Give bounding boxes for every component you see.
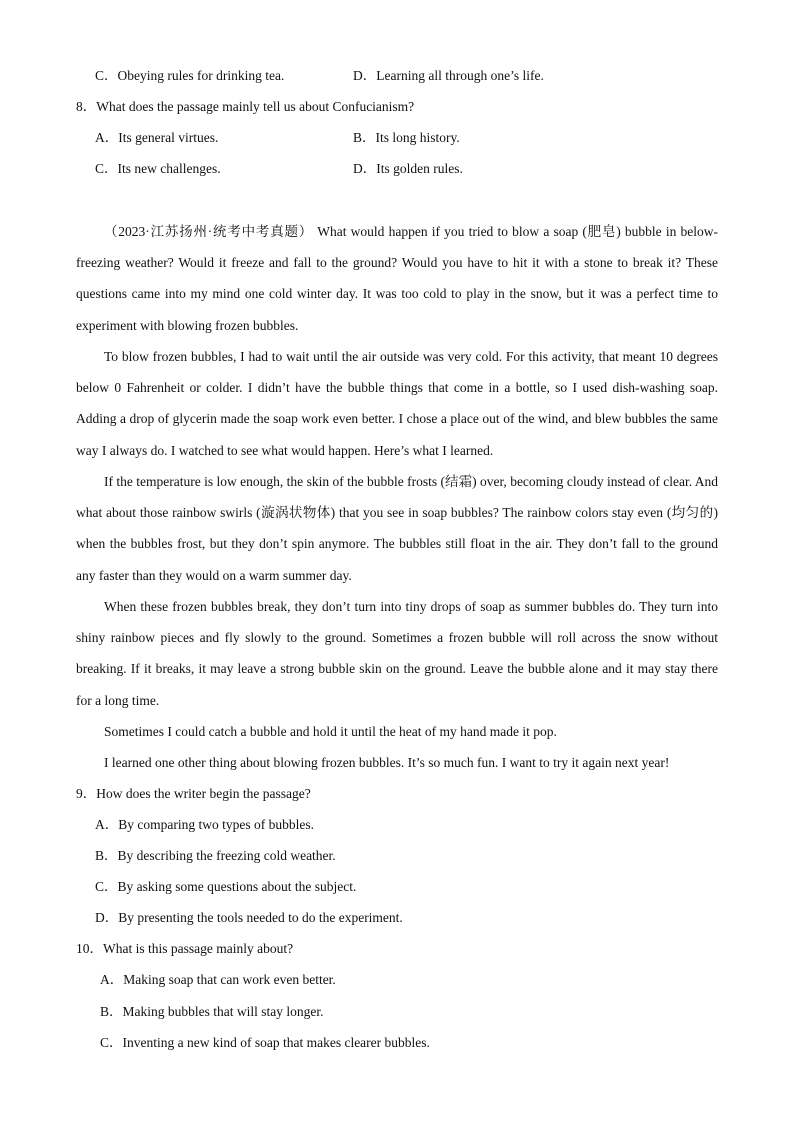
q7-option-c: C．Obeying rules for drinking tea.: [95, 68, 285, 83]
question-8-stem: 8．What does the passage mainly tell us about Confucianism?: [76, 99, 415, 114]
passage-paragraph-1: （2023·江苏扬州·统考中考真题） What would happen if you tried to blow a soap (肥皂) bubble in below-freezing weather? Would it freeze and fall to the ground? Would you have to hit it with a stone to break it? These questions came into my mind one cold winter day. It was too cold to play in the snow, but it was a perfect time to experiment with blowing frozen bubbles.: [76, 224, 718, 333]
q9-option-a: A．By comparing two types of bubbles.: [95, 817, 314, 832]
q9-option-b: B．By describing the freezing cold weather.: [95, 848, 336, 863]
question-8-options-row-1: [95, 129, 460, 147]
q10-option-a: A．Making soap that can work even better.: [100, 972, 336, 987]
passage-paragraph-4: When these frozen bubbles break, they don’t turn into tiny drops of soap as summer bubbles do. They turn into shiny rainbow pieces and fly slowly to the ground. Sometimes a frozen bubble will roll across the snow without breaking. If it breaks, it may leave a strong bubble skin on the ground. Leave the bubble alone and it may stay there for a long time.: [76, 599, 718, 708]
q8-option-a: A．Its general virtues.: [95, 130, 219, 145]
passage-paragraph-2: To blow frozen bubbles, I had to wait until the air outside was very cold. For this activity, that meant 10 degrees below 0 Fahrenheit or colder. I didn’t have the bubble things that come in a bottle, so I used dish-washing soap. Adding a drop of glycerin made the soap work even better. I chose a place out of the wind, and blew bubbles the same way I always do. I watched to see what would happen. Here’s what I learned.: [76, 349, 718, 458]
q10-option-c: C．Inventing a new kind of soap that makes clearer bubbles.: [100, 1035, 430, 1050]
q9-option-c: C．By asking some questions about the subject.: [95, 879, 357, 894]
passage-paragraph-3: If the temperature is low enough, the skin of the bubble frosts (结霜) over, becoming cloudy instead of clear. And what about those rainbow swirls (漩涡状物体) that you see in soap bubbles? The rainbow colors stay even (均匀的) when the bubbles frost, but they don’t spin anymore. The bubbles still float in the air. They don’t fall to the ground any faster than they would on a warm summer day.: [76, 474, 718, 583]
q7-option-d: D．Learning all through one’s life.: [353, 68, 544, 83]
q8-option-d: D．Its golden rules.: [353, 161, 463, 176]
question-10-stem: 10．What is this passage mainly about?: [76, 941, 294, 956]
q10-option-b: B．Making bubbles that will stay longer.: [100, 1004, 324, 1019]
q8-option-b: B．Its long history.: [353, 130, 460, 145]
q8-option-c: C．Its new challenges.: [95, 161, 221, 176]
passage-paragraph-5: Sometimes I could catch a bubble and hold it until the heat of my hand made it pop.: [104, 724, 557, 739]
q9-option-d: D．By presenting the tools needed to do the experiment.: [95, 910, 403, 925]
question-7-options: [95, 67, 544, 85]
passage-paragraph-6: I learned one other thing about blowing frozen bubbles. It’s so much fun. I want to try it again next year!: [104, 755, 670, 770]
question-8-options-row-2: [95, 160, 463, 178]
question-9-stem: 9．How does the writer begin the passage?: [76, 786, 311, 801]
